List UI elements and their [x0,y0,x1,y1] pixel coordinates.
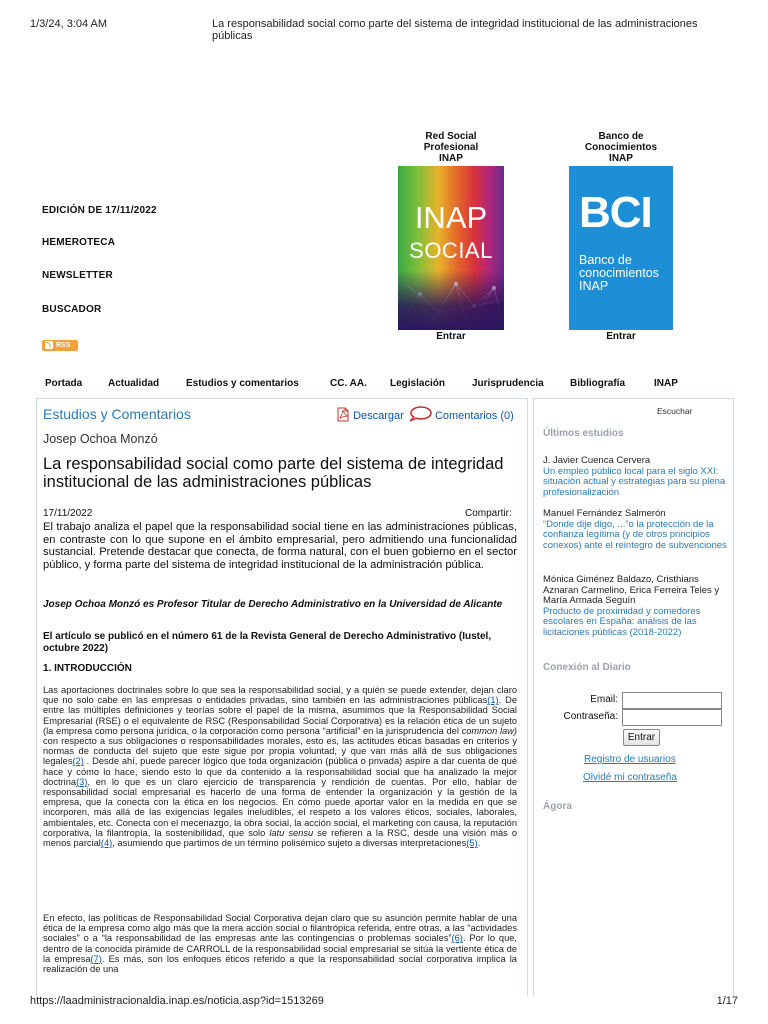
print-datetime: 1/3/24, 3:04 AM [30,18,108,30]
email-label: Email: [590,694,618,705]
footnote-link[interactable]: (5) [466,838,478,849]
password-field[interactable] [622,709,722,726]
study-author: J. Javier Cuenca Cervera [543,455,651,466]
edition-link[interactable]: EDICIÓN DE 17/11/2022 [42,205,157,216]
article-paragraph [43,685,517,848]
listen-button[interactable]: Escuchar [657,406,693,416]
login-button[interactable]: Entrar [623,729,660,746]
rss-button[interactable] [42,340,78,351]
inap-logo-text: INAP [414,200,488,235]
comments-link[interactable]: Comentarios (0) [434,410,514,422]
paragraph-text: . Por lo que, dentro de la conocida pirámide de CARROLL de la responsabilidad social empresarial se sitúa la vertiente ética de la empresa [43,933,517,964]
study-title-link[interactable]: “Donde dije digo, ...”o la protección de la confianza legítima (y de otros principios conexos) ante el reintegro de subvenciones [543,518,727,551]
study-author: Mónica Giménez Baldazo, Cristhians Aznaran Carmelino, Erica Ferreira Teles y María Armada Seguín [543,574,720,606]
study-author: Manuel Fernández Salmerón [543,508,666,519]
banner-shade [398,270,504,330]
main-nav [36,378,696,394]
login-heading: Conexión al Diario [543,662,631,673]
footnote-link[interactable]: (2) [72,756,84,767]
study-title-link[interactable]: Producto de proximidad y comedores escolares en España: análisis de las licitaciones públicas (2018-2022) [543,605,701,638]
print-page-number: 1/17 [716,995,738,1007]
register-link[interactable]: Registro de usuarios [584,754,676,765]
print-url: https://laadministracionaldia.inap.es/noticia.asp?id=1513269 [30,995,324,1007]
article-title: La responsabilidad social como parte del sistema de integridad institucional de las administraciones públicas [43,455,504,491]
bci-banner[interactable] [569,166,673,330]
study-item[interactable] [543,509,728,551]
author-bio: Josep Ochoa Monzó es Profesor Titular de Derecho Administrativo en la Universidad de Alicante [43,599,503,610]
article-paragraph [43,913,517,974]
paragraph-text: con respecto a sus obligaciones o responsabilidades morales, esto es, las actitudes éticas basadas en criterios y normas de conducta del sujeto que este sigue por propia voluntad, y que van más allá de sus obligaciones legales [43,736,517,767]
footnote-link[interactable]: (3) [76,776,88,787]
inap-social-banner[interactable] [398,166,504,330]
section-heading-intro: 1. INTRODUCCIÓN [43,663,132,674]
bci-logo-text: BCI [579,188,652,237]
caption-line: Profesional [423,142,479,153]
latest-studies-heading: Últimos estudios [543,428,624,439]
forgot-password-link[interactable]: Olvidé mi contraseña [583,772,677,783]
paragraph-text: se refieren a la RSC, desde una visión más o menos parcial [43,827,517,849]
footnote-link[interactable]: (6) [451,933,463,944]
footnote-link[interactable]: (4) [100,838,113,849]
paragraph-text: . Es más, son los enfoques éticos referido a que la responsabilidad social corporativa implica la realización de una [43,953,517,975]
footnote-link[interactable]: (7) [90,953,102,964]
agora-heading: Ágora [543,801,572,812]
print-footer [30,995,738,1009]
paragraph-text: Las aportaciones doctrinales sobre lo que sea la responsabilidad social, y a quién se puede extender, dejan claro que no solo cabe en las empresas o entidades privadas, sino también en las administraciones públicas [43,685,517,706]
nav-jurisprudencia[interactable]: Jurisprudencia [472,378,544,389]
share-label: Compartir: [465,508,512,519]
caption-line: Banco de [598,131,644,142]
article-date: 17/11/2022 [43,508,93,519]
caption-line: Conocimientos [584,142,658,153]
publication-note: El artículo se publicó en el número 61 de la Revista General de Derecho Administrativo (Iustel, octubre 2022) [43,631,492,654]
nav-inap[interactable]: INAP [654,378,678,389]
bci-enter-link[interactable]: Entrar [606,331,636,342]
paragraph-text: . De entre las múltiples definiciones y teorías sobre el papel de la misma, asumimos que la Responsabilidad Social Empresarial (RSE) o el equivalente de RSC (Responsabilidad Social Corporativa) es la relación ética de un sujeto (la empresa como persona jurídica, o la corporación como persona “artificial” en la jurisprudencia del [43,695,517,736]
print-title: La responsabilidad social como parte del sistema de integridad institucional de las administraciones públicas [212,18,698,42]
caption-line: Red Social [425,131,477,142]
rss-label: RSS [56,342,71,349]
print-header [30,18,738,42]
paragraph-text: En efecto, las políticas de Responsabilidad Social Corporativa dejan claro que su asunción permite hablar de una ética de la empresa como algo más que la mera acción social o filantrópica referida, entre otras, a las “actividades sociales” o a “la responsabilidad de las empresas ante las contingencias o problemas sociales” [43,913,517,944]
paragraph-text: . [477,838,481,849]
caption-line: INAP [439,153,463,164]
bci-subtitle-line: Banco de [579,253,632,267]
newsletter-link[interactable]: NEWSLETTER [42,270,113,281]
paragraph-text: . Desde ahí, puede parecer lógico que toda organización (pública o privada) aspire a dar cuenta de qué hace y cómo lo hace, siendo esto lo que da contenido a la responsabilidad social que ha analizado la mejor doctrina [43,756,517,787]
study-title-link[interactable]: Un empleo público local para el siglo XXI: situación actual y estrategias para su plena profesionalización [543,465,726,498]
comment-bubble-icon[interactable] [408,406,432,422]
email-field[interactable] [622,692,722,709]
nav-legislacion[interactable]: Legislación [390,378,446,389]
article-actions [336,406,514,422]
hemeroteca-link[interactable]: HEMEROTECA [42,237,116,248]
paragraph-italic: latu sensu [269,827,314,838]
download-link[interactable]: Descargar [353,410,404,422]
nav-bibliografia[interactable]: Bibliografía [570,378,626,389]
nav-portada[interactable]: Portada [45,378,83,389]
paragraph-italic: common law) [461,725,517,736]
bci-caption [569,131,673,164]
pdf-icon[interactable] [336,407,350,422]
nav-actualidad[interactable]: Actualidad [108,378,160,389]
bci-subtitle [579,254,659,293]
social-logo-text: SOCIAL [409,238,493,263]
study-item[interactable] [543,575,728,638]
paragraph-text: , asumiendo que partimos de un término polisémico sujeto a diversas interpretaciones [112,838,467,849]
section-title[interactable]: Estudios y Comentarios [43,406,191,422]
buscador-link[interactable]: BUSCADOR [42,304,102,315]
caption-line: INAP [609,153,633,164]
bci-subtitle-line: INAP [579,279,609,293]
nav-estudios[interactable]: Estudios y comentarios [186,378,299,389]
article-author: Josep Ochoa Monzó [43,432,158,446]
inap-social-enter-link[interactable]: Entrar [436,331,466,342]
inap-social-caption [398,131,504,164]
footnote-link[interactable]: (1) [487,695,499,706]
password-label: Contraseña: [563,711,618,722]
paragraph-text: , en lo que es un claro ejercicio de transparencia y rendición de cuentas. Por ello, hablar de responsabilidad social empresarial es hacerlo de una forma de entender la organización y la gestión de la empresa, que la conecta con la ética en los negocios. En cómo puede aportar valor en la medida en que se incorporen, más allá de las exigencias legales ineludibles, el respeto a los valores éticos, sociales, laborales, ambientales, etc. Conecta con el mecenazgo, la obra social, la acción social, el marketing con causa, la reputación corporativa, la filantropía, la sostenibilidad, que solo [43,776,517,838]
bci-subtitle-line: conocimientos [579,266,659,280]
nav-ccaa[interactable]: CC. AA. [330,378,367,389]
rss-icon [45,341,53,349]
article-abstract: El trabajo analiza el papel que la responsabilidad social tiene en las administraciones públicas, en contraste con lo que supone en el ámbito empresarial, pero admitiendo una funcionalidad sustancial. Pretende destacar que conecta, de forma natural, con el buen gobierno en el sector público, y forma parte del sistema de integridad institucional de la administración pública. [43,521,517,571]
study-item[interactable] [543,456,728,498]
